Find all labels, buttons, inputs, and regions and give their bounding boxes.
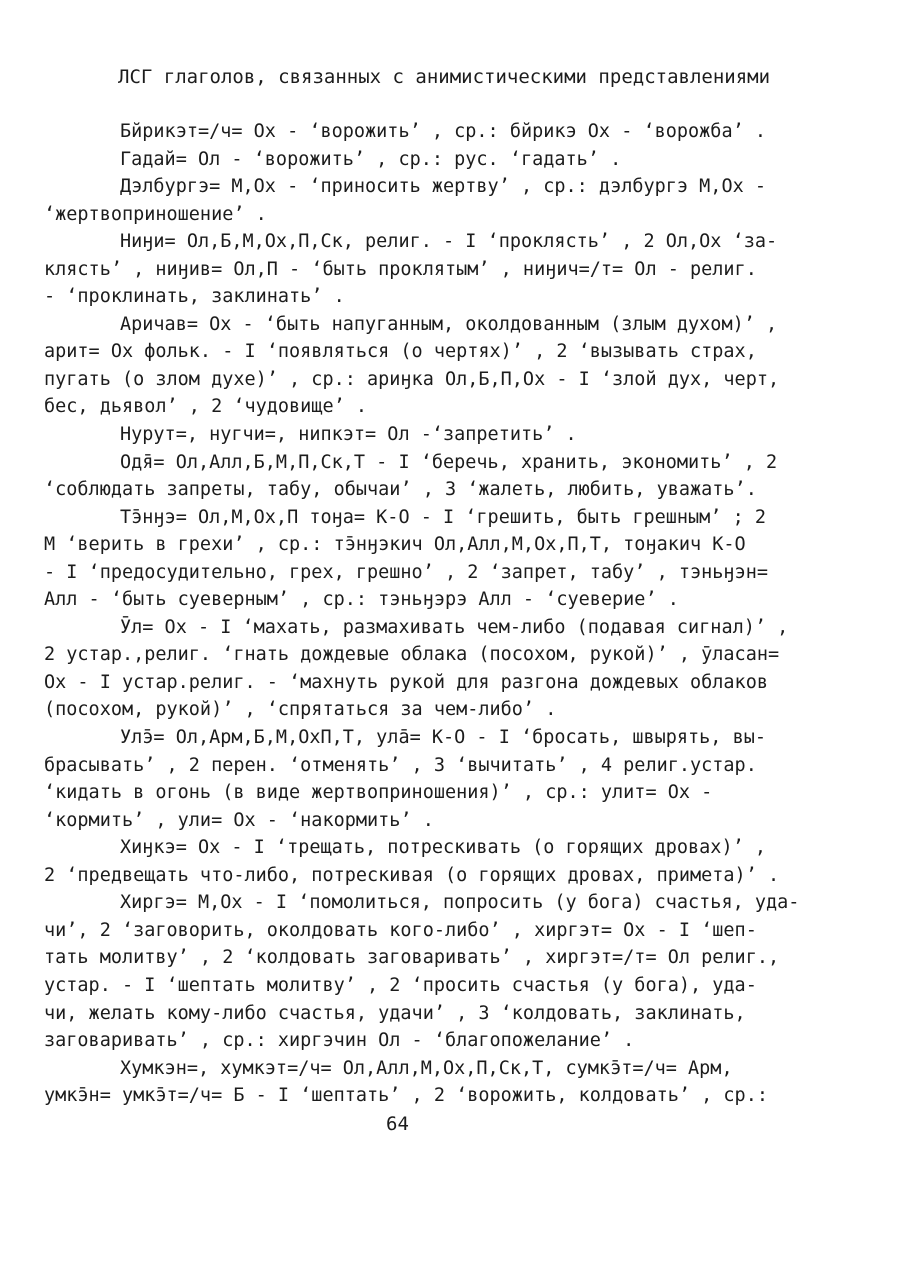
text-line: арит= Ох фольк. - I ‘появляться (о чертях)’ , 2 ‘вызывать страх, xyxy=(44,341,757,363)
text-line: Бйрикэт=/ч= Ох - ‘ворожить’ , ср.: бйрикэ Ох - ‘ворожба’ . xyxy=(120,121,767,142)
text-line: Нурут=, нугчи=, нипкэт= Ол -‘запретить’ . xyxy=(120,424,577,446)
text-line: ‘соблюдать запреты, табу, обычаи’ , 3 ‘жалеть, любить, уважать’. xyxy=(44,479,757,501)
text-line: брасывать’ , 2 перен. ‘отменять’ , 3 ‘вычитать’ , 4 религ.устар. xyxy=(44,754,757,776)
text-line: клясть’ , ниӈив= Ол,П - ‘быть проклятым’ , ниӈич=/т= Ол - религ. xyxy=(44,258,757,280)
text-line: 2 устар.,религ. ‘гнать дождевые облака (посохом, рукой)’ , ӯласан= xyxy=(44,644,780,666)
text-line: Тэ̄нӈэ= Ол,М,Ох,П тоӈа= К-О - I ‘грешить, быть грешным’ ; 2 xyxy=(120,506,767,528)
text-line: Аричав= Ох - ‘быть напуганным, околдованным (злым духом)’ , xyxy=(120,313,778,335)
text-line: тать молитву’ , 2 ‘колдовать заговаривать’ , хиргэт=/т= Ол религ., xyxy=(44,947,780,969)
text-line: - I ‘предосудительно, грех, грешно’ , 2 ‘запрет, табу’ , тэньӈэн= xyxy=(44,561,768,583)
text-line: пугать (о злом духе)’ , ср.: ариӈка Ол,Б,П,Ох - I ‘злой дух, черт, xyxy=(44,368,780,390)
page-body xyxy=(44,118,874,1110)
text-line: 2 ‘предвещать что-либо, потрескивая (о горящих дровах, примета)’ . xyxy=(44,864,780,886)
text-line: Ох - I устар.религ. - ‘махнуть рукой для разгона дождевых облаков xyxy=(44,671,768,693)
text-line: бес, дьявол’ , 2 ‘чудовище’ . xyxy=(44,396,368,418)
text-line: устар. - I ‘шептать молитву’ , 2 ‘просить счастья (у бога), уда- xyxy=(44,974,757,996)
text-line: М ‘верить в грехи’ , ср.: тэ̄нӈэкич Ол,Алл,М,Ох,П,Т, тоӈакич К-О xyxy=(44,534,746,556)
text-line: (посохом, рукой)’ , ‘спрятаться за чем-либо’ . xyxy=(44,699,557,721)
page-number: 64 xyxy=(386,1113,409,1135)
text-line: ‘кидать в огонь (в виде жертвоприношения)’ , ср.: улит= Ох - xyxy=(44,782,713,804)
text-line: Гадай= Ол - ‘ворожить’ , ср.: рус. ‘гадать’ . xyxy=(120,148,622,170)
text-line: ‘жертвоприношение’ . xyxy=(44,203,267,225)
text-line: Алл - ‘быть суеверным’ , ср.: тэньӈэрэ Алл - ‘суеверие’ . xyxy=(44,589,679,611)
page-header: ЛСГ глаголов, связанных с анимистическими представлениями xyxy=(118,66,771,88)
text-line: умкэ̄н= умкэ̄т=/ч= Б - I ‘шептать’ , 2 ‘ворожить, колдовать’ , ср.: xyxy=(44,1085,768,1107)
text-line: Улэ̄= Ол,Арм,Б,М,ОхП,Т, ула̄= К-О - I ‘бросать, швырять, вы- xyxy=(120,727,767,749)
text-line: чи’, 2 ‘заговорить, околдовать кого-либо’ , хиргэт= Ох - I ‘шеп- xyxy=(44,919,757,941)
text-line: - ‘проклинать, заклинать’ . xyxy=(44,286,345,308)
text-line: Ӯл= Ох - I ‘махать, размахивать чем-либо (подавая сигнал)’ , xyxy=(120,616,789,638)
text-line: Хиӈкэ= Ох - I ‘трещать, потрескивать (о горящих дровах)’ , xyxy=(120,837,767,859)
text-line: Ниӈи= Ол,Б,М,Ох,П,Ск, религ. - I ‘проклясть’ , 2 Ол,Ох ‘за- xyxy=(120,231,778,253)
text-line: чи, желать кому-либо счастья, удачи’ , 3 ‘колдовать, заклинать, xyxy=(44,1002,746,1024)
text-line: Одя̄= Ол,Алл,Б,М,П,Ск,Т - I ‘беречь, хранить, экономить’ , 2 xyxy=(120,451,778,473)
text-line: Дэлбургэ= М,Ох - ‘приносить жертву’ , ср.: дэлбургэ М,Ох - xyxy=(120,176,767,198)
text-line: ‘кормить’ , ули= Ох - ‘накормить’ . xyxy=(44,809,434,831)
text-line: заговаривать’ , ср.: хиргэчин Ол - ‘благопожелание’ . xyxy=(44,1030,635,1052)
text-line: Хумкэн=, хумкэт=/ч= Ол,Алл,М,Ох,П,Ск,Т, сумкэ̄т=/ч= Арм, xyxy=(120,1057,733,1079)
text-line: Хиргэ= М,Ох - I ‘помолиться, попросить (у бога) счастья, уда- xyxy=(120,892,800,914)
